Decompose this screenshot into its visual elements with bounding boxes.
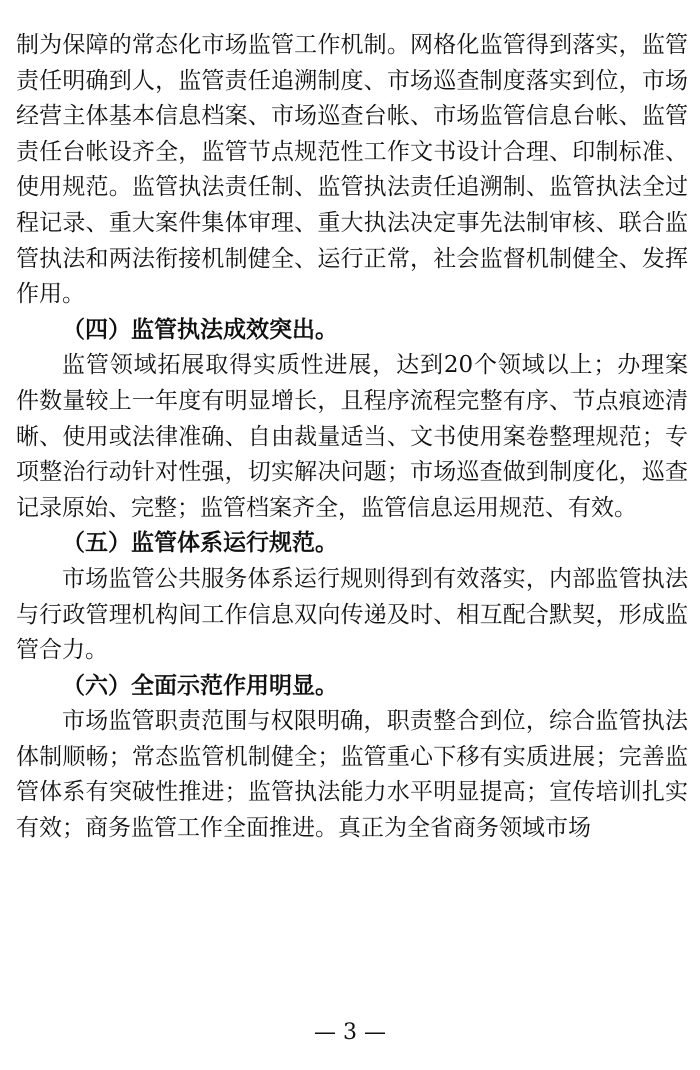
document-body <box>16 28 688 847</box>
paragraph-section-6: 市场监管职责范围与权限明确，职责整合到位，综合监管执法体制顺畅；常态监管机制健全；监管重心下移有实质进展；完善监管体系有突破性推进；监管执法能力水平明显提高；宣传培训扎实有效；商务监管工作全面推进。真正为全省商务领域市场 <box>16 708 688 842</box>
section-heading-5: （五）监管体系运行规范。 <box>62 530 338 557</box>
paragraph-section-4: 监管领域拓展取得实质性进展，达到20个领域以上；办理案件数量较上一年度有明显增长，且程序流程完整有序、节点痕迹清晰、使用或法律准确、自由裁量适当、文书使用案卷整理规范；专项整治行动针对性强，切实解决问题；市场巡查做到制度化，巡查记录原始、完整；监管档案齐全，监管信息运用规范、有效。 <box>16 352 688 521</box>
section-heading-4: （四）监管执法成效突出。 <box>62 316 338 343</box>
paragraph-section-5: 市场监管公共服务体系运行规则得到有效落实，内部监管执法与行政管理机构间工作信息双向传递及时、相互配合默契，形成监管合力。 <box>16 565 688 664</box>
section-heading-6: （六）全面示范作用明显。 <box>62 672 338 699</box>
page-number: — 3 — <box>314 1020 386 1045</box>
paragraph-continuation: 制为保障的常态化市场监管工作机制。网格化监管得到落实，监管责任明确到人，监管责任追溯制度、市场巡查制度落实到位，市场经营主体基本信息档案、市场巡查台帐、市场监管信息台帐、监管责任台帐设齐全，监管节点规范性工作文书设计合理、印制标准、使用规范。监管执法责任制、监管执法责任追溯制、监管执法全过程记录、重大案件集体审理、重大执法决定事先法制审核、联合监管执法和两法衔接机制健全、运行正常，社会监督机制健全、发挥作用。 <box>16 32 688 308</box>
